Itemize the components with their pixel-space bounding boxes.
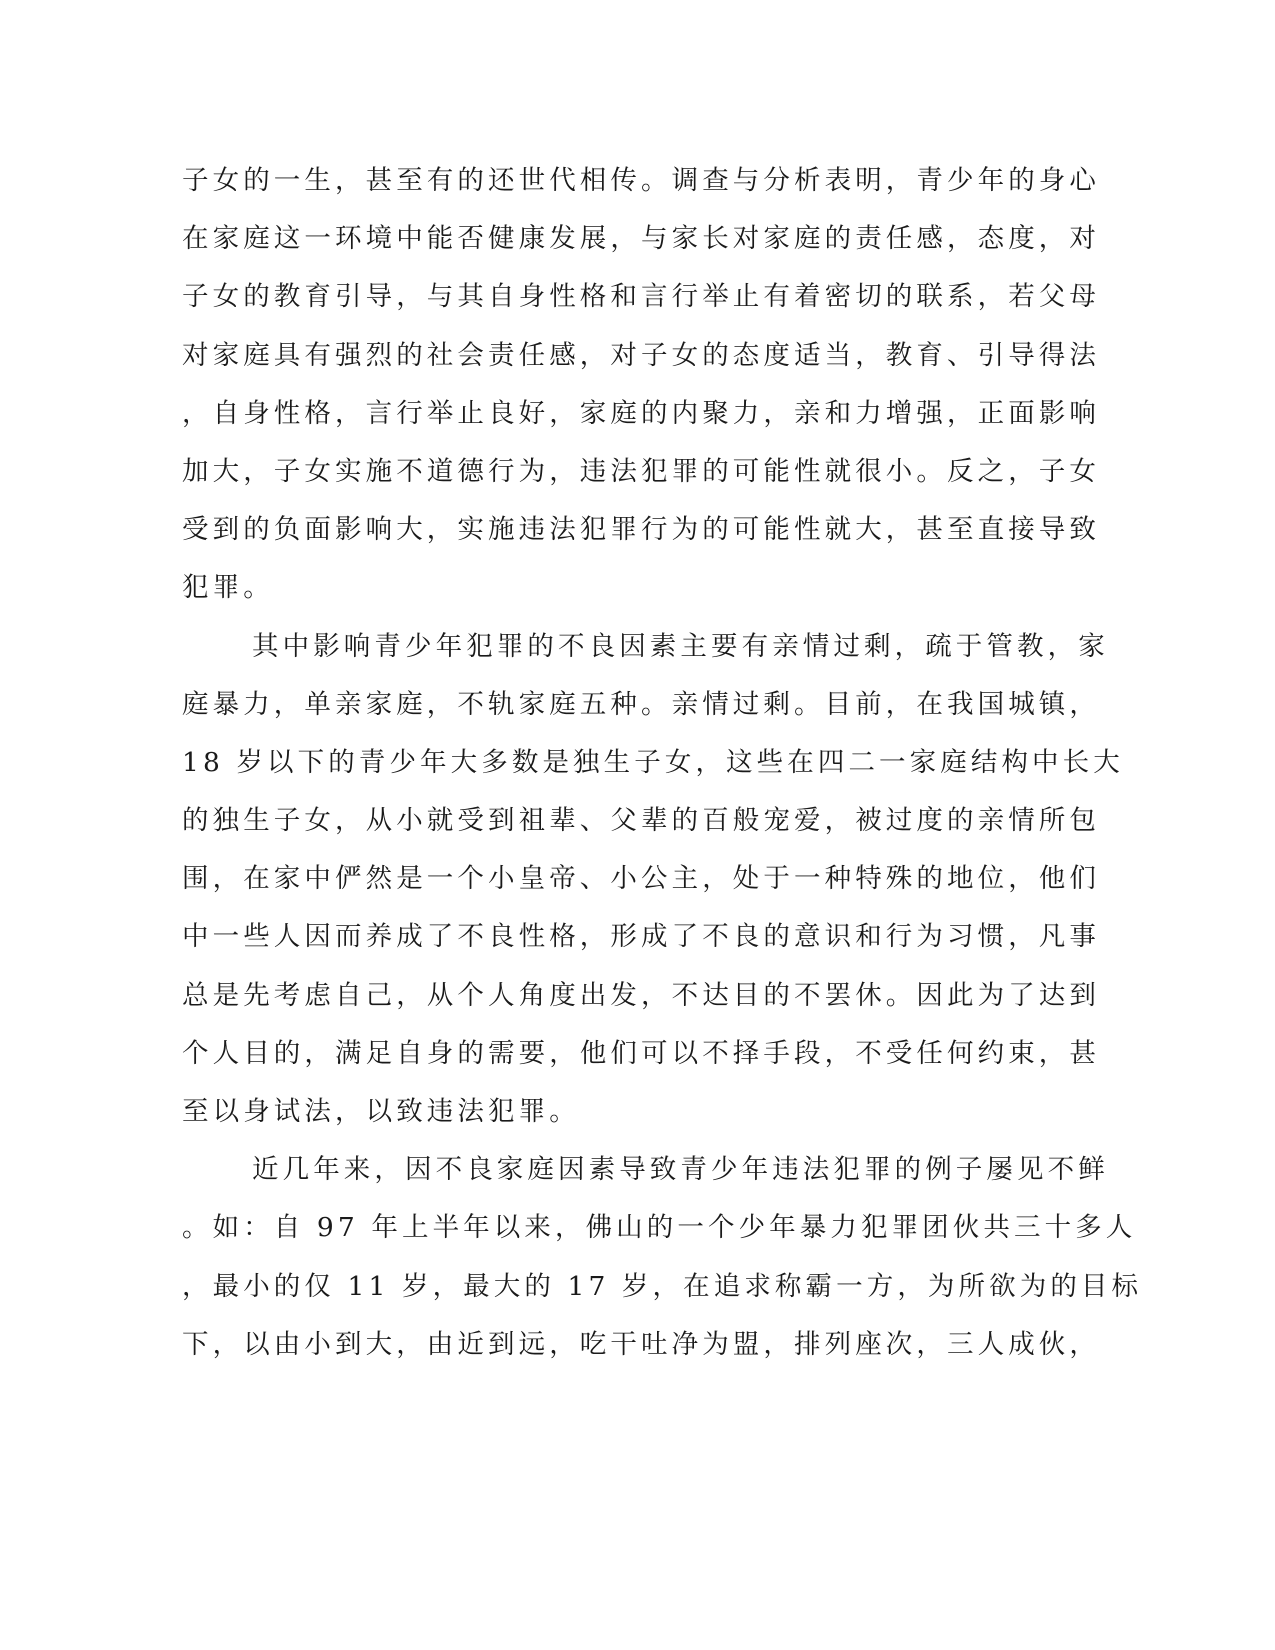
text-line: 总是先考虑自己，从个人角度出发，不达目的不罢休。因此为了达到 xyxy=(182,979,1100,1011)
text-line: 子女的一生，甚至有的还世代相传。调查与分析表明，青少年的身心 xyxy=(182,165,1100,196)
text-line: 犯罪。 xyxy=(182,572,274,604)
text-line: ，自身性格，言行举止良好，家庭的内聚力，亲和力增强，正面影响 xyxy=(182,397,1100,429)
text-line: 受到的负面影响大，实施违法犯罪行为的可能性就大，甚至直接导致 xyxy=(182,514,1100,546)
paragraph-first-line: 近几年来，因不良家庭因素导致青少年违法犯罪的例子屡见不鲜 xyxy=(252,1154,1109,1186)
text-line: 个人目的，满足自身的需要，他们可以不择手段，不受任何约束，甚 xyxy=(182,1037,1100,1069)
text-line: ，最小的仅 11 岁，最大的 17 岁，在追求称霸一方，为所欲为的目标 xyxy=(182,1270,1143,1302)
text-line: 围，在家中俨然是一个小皇帝、小公主，处于一种特殊的地位，他们 xyxy=(182,863,1100,895)
document-body xyxy=(182,152,1143,1374)
text-line: 中一些人因而养成了不良性格，形成了不良的意识和行为习惯，凡事 xyxy=(182,921,1100,953)
paragraph-first-line: 其中影响青少年犯罪的不良因素主要有亲情过剩，疏于管教，家 xyxy=(252,630,1109,662)
text-line: 的独生子女，从小就受到祖辈、父辈的百般宠爱，被过度的亲情所包 xyxy=(182,805,1100,837)
text-line: 在家庭这一环境中能否健康发展，与家长对家庭的责任感，态度，对 xyxy=(182,223,1100,255)
text-line: 子女的教育引导，与其自身性格和言行举止有着密切的联系，若父母 xyxy=(182,281,1100,313)
text-line: 。如：自 97 年上半年以来，佛山的一个少年暴力犯罪团伙共三十多人 xyxy=(182,1212,1137,1244)
text-line: 庭暴力，单亲家庭，不轨家庭五种。亲情过剩。目前，在我国城镇， xyxy=(182,688,1100,720)
text-line: 下，以由小到大，由近到远，吃干吐净为盟，排列座次，三人成伙， xyxy=(182,1328,1100,1360)
text-line: 对家庭具有强烈的社会责任感，对子女的态度适当，教育、引导得法 xyxy=(182,339,1100,371)
text-line: 至以身试法，以致违法犯罪。 xyxy=(182,1096,580,1127)
text-line: 18 岁以下的青少年大多数是独生子女，这些在四二一家庭结构中长大 xyxy=(182,746,1124,778)
text-line: 加大，子女实施不道德行为，违法犯罪的可能性就很小。反之，子女 xyxy=(182,455,1100,487)
